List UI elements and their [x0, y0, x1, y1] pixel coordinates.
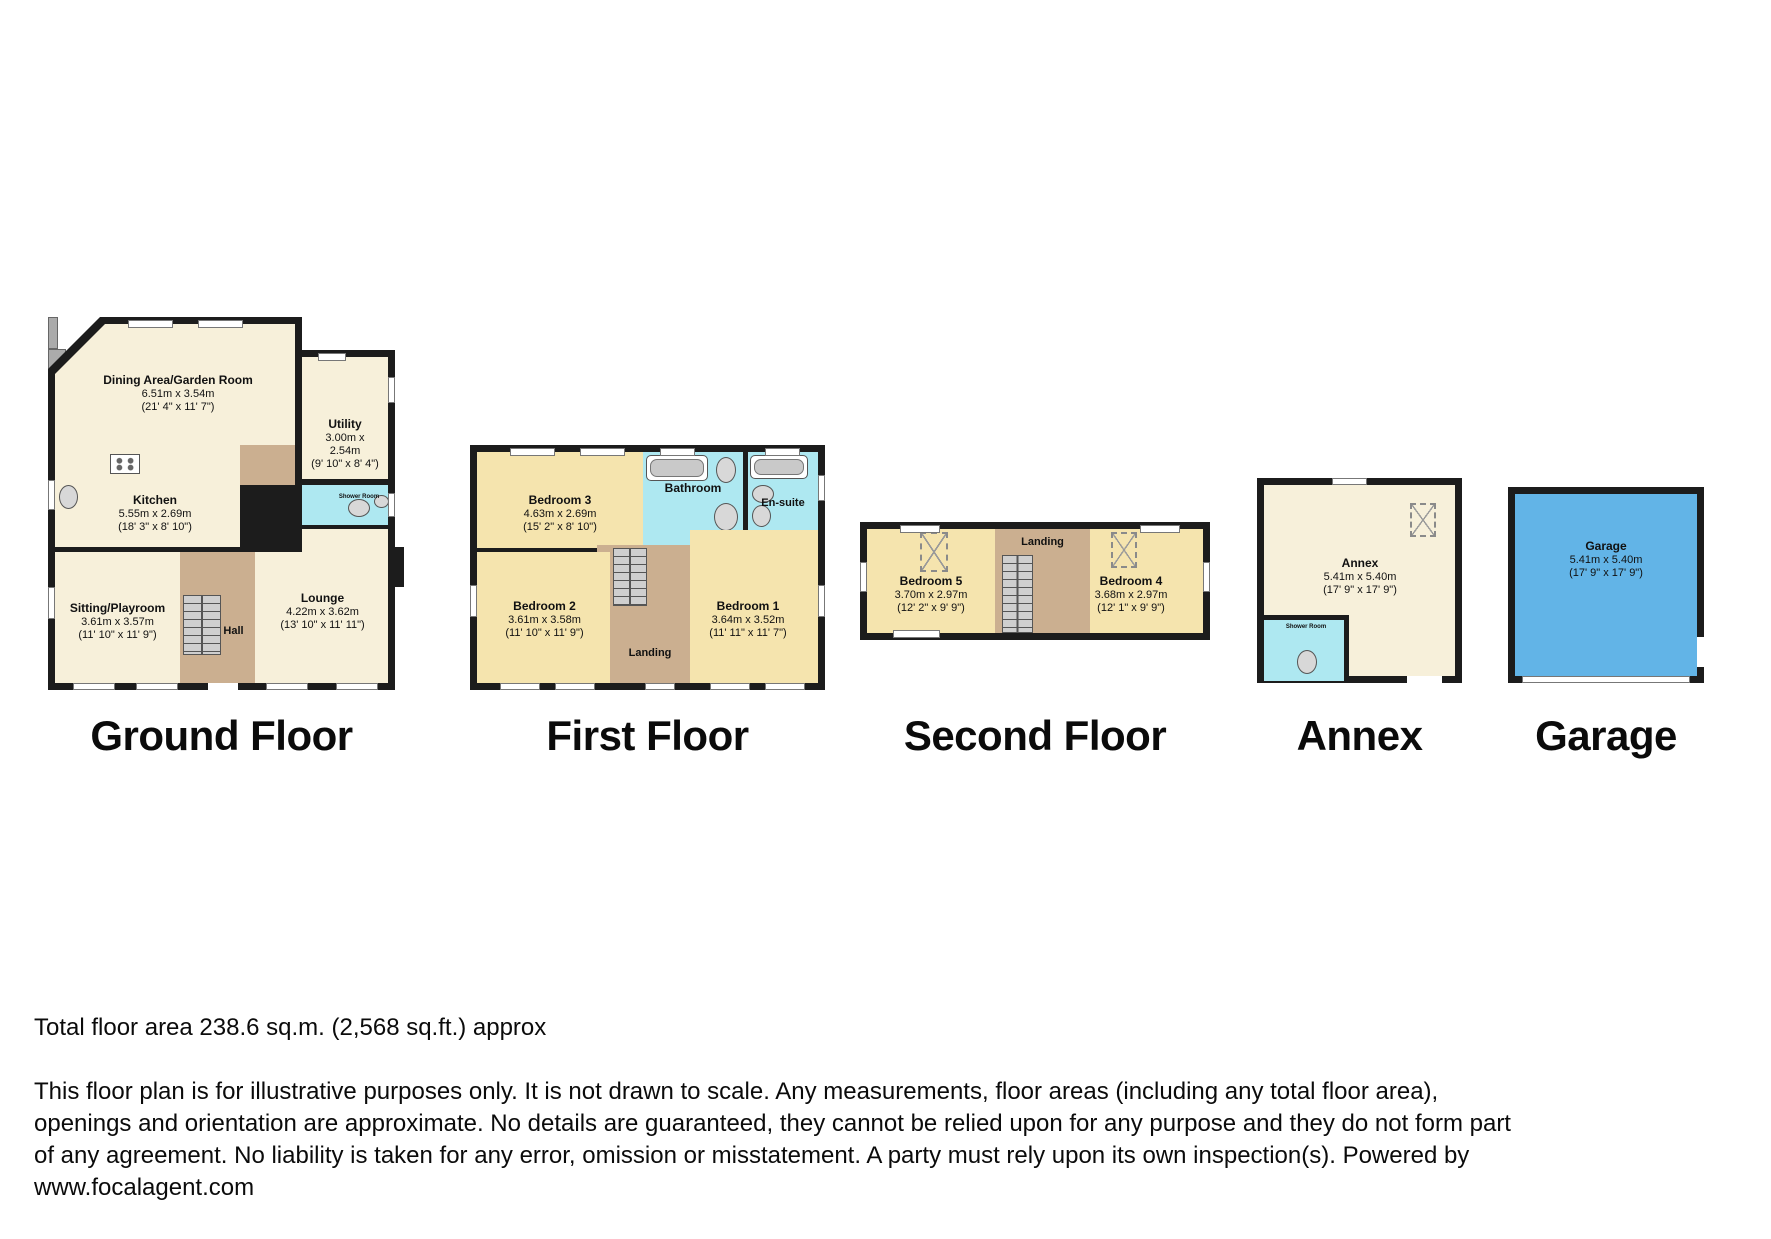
window — [388, 493, 395, 517]
bedroom5-label: Bedroom 5 3.70m x 2.97m (12' 2" x 9' 9") — [894, 574, 968, 614]
bay-window — [500, 683, 540, 690]
bedroom2-label: Bedroom 2 3.61m x 3.58m (11' 10" x 11' 9") — [505, 599, 584, 639]
bedroom1-label: Bedroom 1 3.64m x 3.52m (11' 11" x 11' 7") — [709, 599, 787, 639]
roof-window-icon — [1111, 532, 1137, 568]
bathtub-icon — [646, 455, 708, 481]
lounge-porch — [388, 547, 404, 587]
annex-toilet-icon — [1297, 650, 1317, 674]
second-floor-stairs-icon — [1002, 555, 1033, 633]
second-floor-title: Second Floor — [903, 712, 1167, 759]
ensuite-label: En-suite — [761, 497, 805, 509]
ensuite-bathtub-icon — [750, 455, 808, 479]
room-sitting — [55, 552, 180, 683]
window — [900, 525, 940, 533]
window — [580, 448, 625, 456]
second-floor-plan — [860, 522, 1210, 640]
bay-window — [710, 683, 750, 690]
room-bedroom1 — [690, 530, 818, 683]
bay-window — [555, 683, 595, 690]
annex-door-opening — [1407, 676, 1442, 683]
garage-label: Garage 5.41m x 5.40m (17' 9" x 17' 9") — [1569, 539, 1643, 579]
bay-window — [266, 683, 308, 690]
bathroom-label: Bathroom — [664, 481, 722, 495]
window — [860, 562, 867, 592]
bay-window — [336, 683, 378, 690]
room-utility — [302, 357, 388, 479]
front-door-opening — [208, 683, 238, 690]
ensuite-toilet-icon — [752, 505, 771, 527]
hall-label: Hall — [223, 625, 244, 637]
shower-room-label: Shower Room — [338, 494, 380, 500]
window — [388, 377, 395, 403]
window — [48, 480, 55, 510]
garage-plan — [1508, 487, 1704, 683]
window — [645, 683, 675, 690]
shower-basin-icon — [374, 495, 389, 508]
shower-toilet-icon — [348, 499, 370, 517]
room-garage — [1515, 494, 1697, 676]
utility-label: Utility 3.00m x 2.54m (9' 10" x 8' 4") — [311, 417, 379, 470]
window — [318, 353, 346, 361]
first-floor-title: First Floor — [546, 712, 749, 759]
stove-icon — [110, 454, 140, 474]
room-kitchen — [55, 452, 240, 547]
landing-first-label: Landing — [628, 647, 672, 659]
ground-floor-title: Ground Floor — [90, 712, 353, 759]
total-floor-area-text: Total floor area 238.6 sq.m. (2,568 sq.ft.) approx — [34, 1014, 547, 1041]
bay-window — [136, 683, 178, 690]
basin-icon — [714, 503, 738, 531]
window — [1140, 525, 1180, 533]
window — [1203, 562, 1210, 592]
lounge-upper-strip — [302, 529, 388, 552]
sitting-label: Sitting/Playroom 3.61m x 3.57m (11' 10" x 11' 9") — [69, 601, 166, 641]
room-dining-area — [55, 324, 295, 452]
porch-step — [48, 317, 58, 349]
kitchen-label: Kitchen 5.55m x 2.69m (18' 3" x 8' 10") — [118, 493, 192, 533]
window — [1332, 478, 1367, 485]
dining-label: Dining Area/Garden Room 6.51m x 3.54m (21' 4" x 11' 7") — [103, 373, 253, 413]
ground-floor-plan — [48, 317, 395, 690]
landing-second-label: Landing — [1021, 536, 1064, 548]
hall-stairs-icon — [183, 595, 221, 655]
lounge-label: Lounge 4.22m x 3.62m (13' 10" x 11' 11") — [280, 591, 365, 631]
annex-title: Annex — [1296, 712, 1423, 759]
annex-plan — [1257, 478, 1462, 683]
annex-label: Annex 5.41m x 5.40m (17' 9" x 17' 9") — [1323, 556, 1397, 596]
window — [893, 630, 940, 638]
garage-title: Garage — [1535, 712, 1677, 759]
bedroom4-label: Bedroom 4 3.68m x 2.97m (12' 1" x 9' 9") — [1094, 574, 1168, 614]
toilet-icon — [716, 457, 736, 483]
bedroom3-label: Bedroom 3 4.63m x 2.69m (15' 2" x 8' 10") — [523, 493, 597, 533]
kitchen-sink-icon — [59, 485, 78, 509]
bay-window — [73, 683, 115, 690]
window — [510, 448, 555, 456]
room-lounge — [255, 552, 388, 683]
first-floor-plan — [470, 445, 825, 690]
window — [48, 587, 55, 619]
bay-window — [765, 683, 805, 690]
roof-window-icon — [920, 532, 948, 572]
annex-shower-label: Shower Room — [1285, 624, 1327, 630]
window — [128, 320, 173, 328]
window — [470, 585, 477, 617]
room-bedroom4 — [1090, 529, 1203, 633]
room-bedroom3 — [477, 452, 643, 548]
garage-door — [1522, 676, 1690, 683]
first-floor-stairs-icon — [613, 548, 647, 606]
roof-window-icon — [1410, 503, 1436, 537]
window — [765, 448, 800, 456]
back-lobby — [240, 445, 295, 485]
room-bedroom2 — [477, 552, 612, 683]
garage-side-door-opening — [1697, 637, 1704, 667]
window — [660, 448, 695, 456]
window — [818, 475, 825, 501]
window — [198, 320, 243, 328]
window — [818, 585, 825, 617]
ensuite-basin-icon — [752, 485, 774, 503]
disclaimer-text: This floor plan is for illustrative purposes only. It is not drawn to scale. Any measurements, floor areas (including any total floor area), openings and orientation are approximate. No details are guaranteed, they cannot be relied upon for any purpose and they do not form part of any agreement. No liability is taken for any error, omission or misstatement. A party must rely upon its own inspection(s). Powered by www.focalagent.com — [34, 1078, 1511, 1201]
